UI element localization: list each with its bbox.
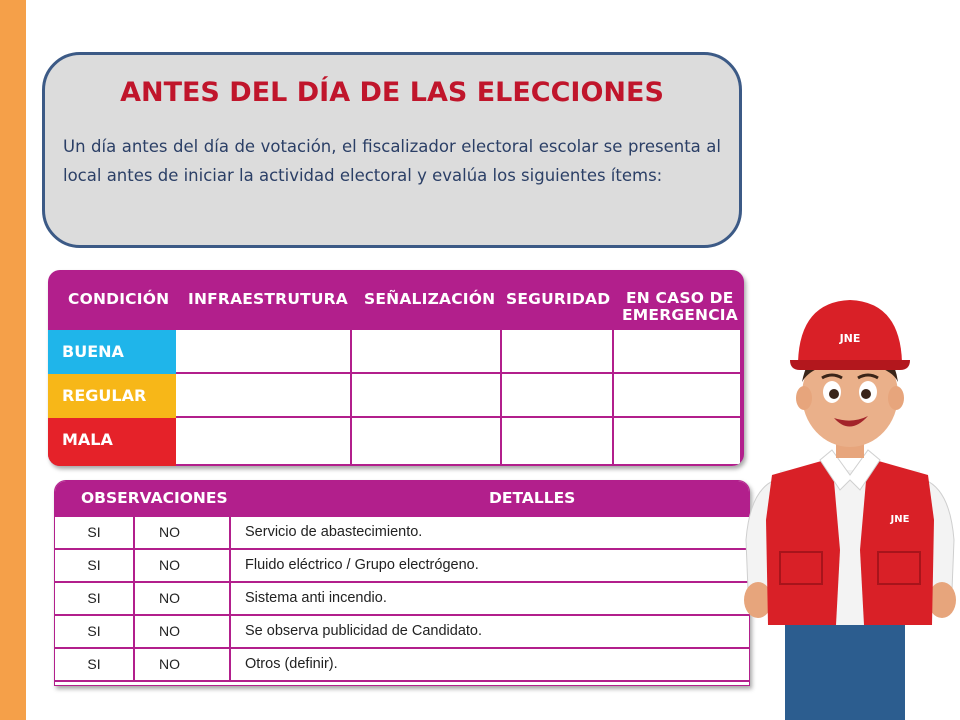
cell-senalizacion[interactable] [352,418,502,466]
mascot-cap-brim [790,360,910,370]
observation-detail: Servicio de abastecimiento. [245,524,423,540]
cell-emergencia[interactable] [614,374,742,418]
observation-row [55,517,749,550]
cell-infraestructura[interactable] [176,374,352,418]
mascot-pupil-right [861,389,871,399]
observation-detail: Otros (definir). [245,656,338,672]
condition-table-header [48,270,744,330]
cell-infraestructura[interactable] [176,418,352,466]
mascot-pupil-left [829,389,839,399]
left-accent-bar [0,0,26,720]
si-option[interactable]: SI [55,649,135,680]
observation-row [55,583,749,616]
page-title: ANTES DEL DÍA DE LAS ELECCIONES [120,77,664,108]
observation-detail: Se observa publicidad de Candidato. [245,623,482,639]
si-option[interactable]: SI [55,550,135,581]
si-option[interactable]: SI [55,583,135,614]
mascot-pants [785,620,905,720]
observations-table [54,480,750,686]
cell-seguridad[interactable] [502,418,614,466]
mascot-ear-right [888,386,904,410]
header-senalizacion: SEÑALIZACIÓN [364,290,496,308]
condition-row-mala [48,418,742,466]
no-option[interactable]: NO [135,550,231,581]
condition-label: MALA [48,418,176,466]
observation-detail: Fluido eléctrico / Grupo electrógeno. [245,557,479,573]
header-emergencia-line2: EMERGENCIA [622,306,738,324]
header-condicion: CONDICIÓN [68,290,170,308]
no-option[interactable]: NO [135,649,231,680]
vest-logo-text: JNE [890,514,910,525]
condition-row-buena [48,330,742,374]
observation-row [55,550,749,583]
cell-senalizacion[interactable] [352,330,502,374]
cap-logo-text: JNE [839,332,861,345]
cell-seguridad[interactable] [502,330,614,374]
mascot-vest-left [766,458,840,625]
cell-emergencia[interactable] [614,330,742,374]
condition-table-body [48,330,742,466]
si-option[interactable]: SI [55,616,135,647]
observation-row [55,649,749,682]
header-seguridad: SEGURIDAD [506,290,611,308]
cell-senalizacion[interactable] [352,374,502,418]
cell-infraestructura[interactable] [176,330,352,374]
cell-emergencia[interactable] [614,418,742,466]
observation-row [55,616,749,649]
condition-row-regular [48,374,742,418]
cell-seguridad[interactable] [502,374,614,418]
no-option[interactable]: NO [135,616,231,647]
observations-table-header [55,481,749,517]
intro-paragraph: Un día antes del día de votación, el fiscalizador electoral escolar se presenta al local antes de iniciar la actividad electoral y evalúa los siguientes ítems: [63,137,721,185]
header-observaciones: OBSERVACIONES [81,489,228,507]
header-emergencia-line1: EN CASO DE [626,289,734,307]
condition-label: BUENA [48,330,176,374]
intro-box [42,52,742,248]
condition-label: REGULAR [48,374,176,418]
condition-table [48,270,744,466]
si-option[interactable]: SI [55,517,135,548]
mascot-cap [798,300,902,362]
no-option[interactable]: NO [135,517,231,548]
header-infraestructura: INFRAESTRUTURA [188,290,348,308]
mascot-illustration [740,290,960,720]
mascot-ear-left [796,386,812,410]
observation-detail: Sistema anti incendio. [245,590,387,606]
header-detalles: DETALLES [489,489,576,507]
mascot-vest-right [860,458,934,625]
no-option[interactable]: NO [135,583,231,614]
